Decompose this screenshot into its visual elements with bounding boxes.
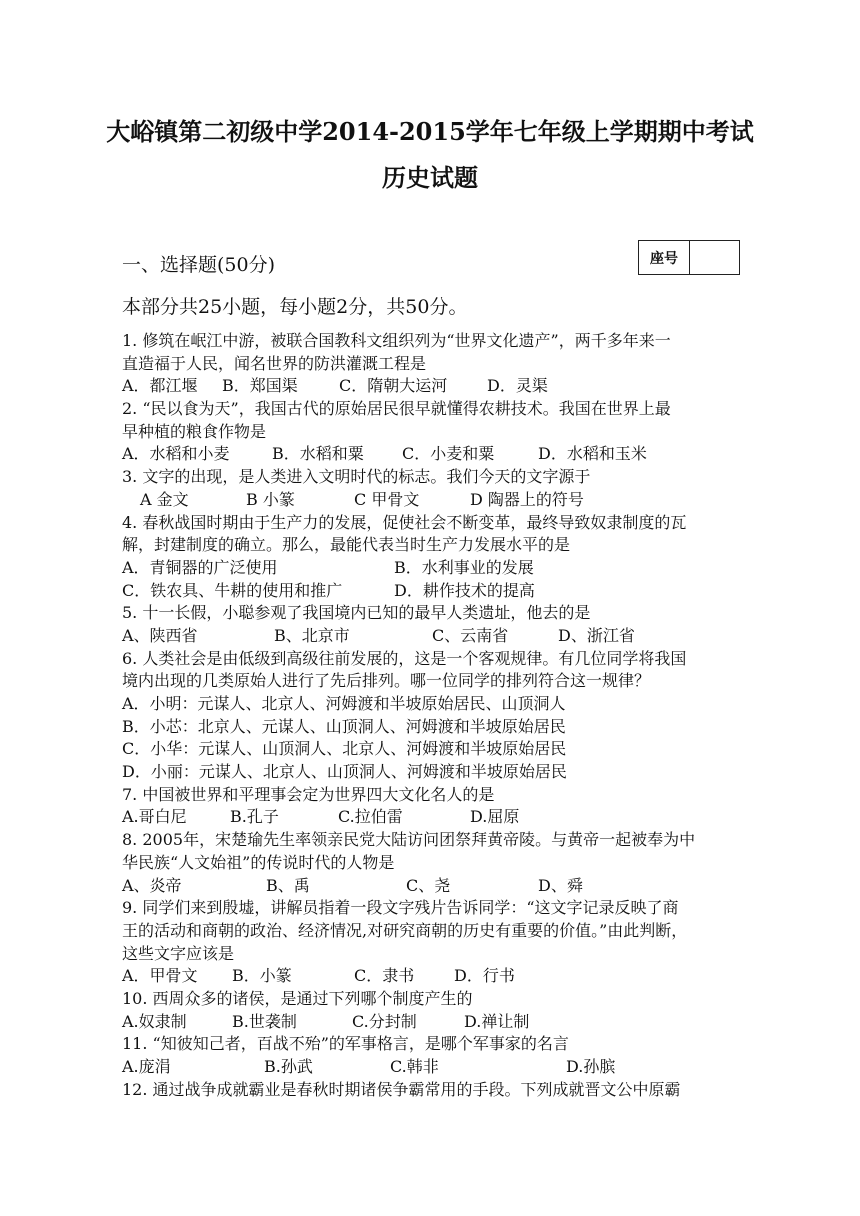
question-stem-line: 11. “知彼知己者，百战不殆”的军事格言，是哪个军事家的名言 — [122, 1034, 569, 1054]
option: D．灵渠 — [487, 376, 548, 396]
question-options — [122, 875, 734, 898]
option: C．隋朝大运河 — [339, 376, 448, 396]
question-list — [122, 330, 734, 1101]
option: B 小篆 — [246, 489, 295, 509]
option: B．小篆 — [232, 966, 292, 986]
question-options — [122, 375, 734, 398]
option: B．小芯：北京人、元谋人、山顶洞人、河姆渡和半坡原始居民 — [122, 716, 566, 736]
question-stem-line: 6. 人类社会是由低级到高级往前发展的，这是一个客观规律。有几位同学将我国 — [122, 648, 687, 668]
option: C 甲骨文 — [354, 489, 420, 509]
question-stem-line: 这些文字应该是 — [122, 943, 235, 963]
option: A 金文 — [140, 489, 189, 509]
exam-title: 大峪镇第二初级中学2014-2015学年七年级上学期期中考试 — [106, 117, 754, 146]
option: B、禹 — [266, 875, 310, 895]
option: B．水利事业的发展 — [394, 557, 534, 577]
question-options — [122, 625, 734, 648]
option: D．耕作技术的提高 — [394, 580, 535, 600]
option: A．小明：元谋人、北京人、河姆渡和半坡原始居民、山顶洞人 — [122, 694, 566, 713]
question-stem-line: 王的活动和商朝的政治、经济情况,对研究商朝的历史有重要的价值。”由此判断， — [122, 920, 688, 940]
option: C．隶书 — [354, 966, 415, 986]
question-options — [122, 580, 734, 603]
exam-subtitle: 历史试题 — [382, 163, 478, 192]
question-options — [122, 1011, 734, 1034]
question-stem-line: 10. 西周众多的诸侯，是通过下列哪个制度产生的 — [122, 988, 473, 1008]
option: C．小麦和粟 — [402, 444, 495, 464]
option: D.屈原 — [470, 807, 520, 827]
question-options — [122, 965, 734, 988]
question-stem-line: 9. 同学们来到殷墟，讲解员指着一段文字残片告诉同学：“这文字记录反映了商 — [122, 898, 679, 918]
question-options — [122, 1056, 734, 1079]
option: B．郑国渠 — [222, 376, 298, 396]
option: C．小华：元谋人、山顶洞人、北京人、河姆渡和半坡原始居民 — [122, 739, 567, 759]
option: A.哥白尼 — [122, 807, 187, 827]
option: C．铁农具、牛耕的使用和推广 — [122, 580, 343, 600]
question-stem-line: 解，封建制度的确立。那么，最能代表当时生产力发展水平的是 — [122, 535, 571, 555]
option: D.孙膑 — [566, 1057, 616, 1076]
question-options — [122, 806, 734, 829]
option: A.庞涓 — [122, 1057, 171, 1076]
option: D、舜 — [538, 875, 583, 895]
question-stem-line: 华民族“人文始祖”的传说时代的人物是 — [122, 852, 395, 872]
seat-number-box — [638, 240, 740, 275]
option: C.拉伯雷 — [338, 807, 403, 827]
option: C.韩非 — [390, 1057, 439, 1076]
question-stem-line: 8. 2005年，宋楚瑜先生率领亲民党大陆访问团祭拜黄帝陵。与黄帝一起被奉为中 — [122, 830, 696, 850]
option: D 陶器上的符号 — [470, 489, 584, 509]
question-stem-line: 直造福于人民，闻名世界的防洪灌溉工程是 — [122, 353, 427, 373]
option: B.孔子 — [230, 807, 279, 827]
option: A、炎帝 — [122, 875, 182, 895]
section-heading: 一、选择题(50分) — [122, 254, 276, 276]
option: A．甲骨文 — [122, 966, 198, 986]
option: B.世袭制 — [232, 1011, 297, 1031]
option: C、尧 — [406, 875, 451, 895]
option: A．都江堰 — [122, 376, 198, 396]
option: D.禅让制 — [464, 1011, 530, 1031]
section-intro: 本部分共25小题，每小题2分，共50分。 — [122, 296, 468, 318]
option: A.奴隶制 — [122, 1011, 187, 1031]
question-stem-line: 3. 文字的出现，是人类进入文明时代的标志。我们今天的文字源于 — [122, 467, 591, 487]
question-stem-line: 早种植的粮食作物是 — [122, 421, 267, 441]
option: C、云南省 — [432, 625, 509, 645]
option: A、陕西省 — [122, 625, 198, 645]
question-stem-line: 1. 修筑在岷江中游，被联合国教科文组织列为“世界文化遗产”，两千多年来一 — [122, 331, 671, 350]
question-stem-line: 4. 春秋战国时期由于生产力的发展，促使社会不断变革，最终导致奴隶制度的瓦 — [122, 512, 687, 532]
option: D、浙江省 — [558, 625, 635, 645]
option: B、北京市 — [274, 625, 350, 645]
option: A．青铜器的广泛使用 — [122, 557, 278, 577]
option: B．水稻和粟 — [272, 444, 364, 464]
option: D．小丽：元谋人、北京人、山顶洞人、河姆渡和半坡原始居民 — [122, 762, 567, 782]
question-options — [122, 489, 734, 512]
seat-number-label: 座号 — [639, 241, 690, 274]
question-stem-line: 7. 中国被世界和平理事会定为世界四大文化名人的是 — [122, 784, 495, 804]
option: A．水稻和小麦 — [122, 444, 230, 464]
seat-number-field[interactable] — [690, 241, 739, 274]
question-stem-line: 12. 通过战争成就霸业是春秋时期诸侯争霸常用的手段。下列成就晋文公中原霸 — [122, 1079, 681, 1099]
option: C.分封制 — [352, 1011, 417, 1031]
question-stem-line: 2. “民以食为天”，我国古代的原始居民很早就懂得农耕技术。我国在世界上最 — [122, 399, 671, 419]
question-options — [122, 557, 734, 580]
option: D．行书 — [454, 966, 515, 986]
option: D．水稻和玉米 — [538, 444, 647, 464]
question-stem-line: 境内出现的几类原始人进行了先后排列。哪一位同学的排列符合这一规律？ — [122, 671, 651, 691]
option: B.孙武 — [264, 1057, 313, 1076]
question-options — [122, 443, 734, 466]
question-stem-line: 5. 十一长假，小聪参观了我国境内已知的最早人类遗址，他去的是 — [122, 603, 591, 623]
